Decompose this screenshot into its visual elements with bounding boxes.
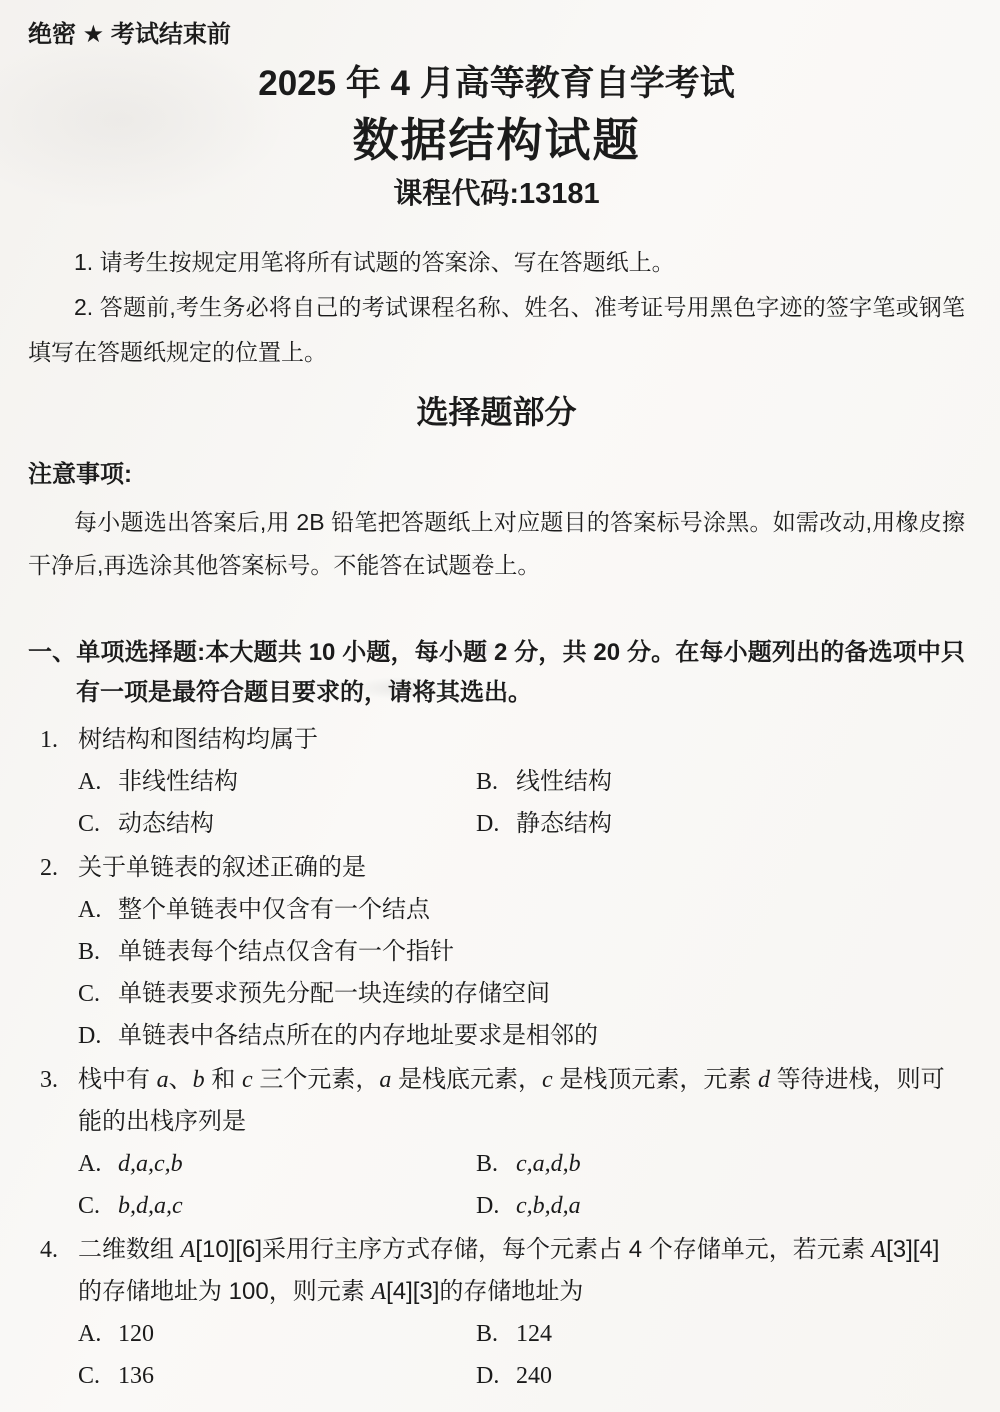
option-label: A. <box>78 897 102 923</box>
text-segment: 能的出栈序列是 <box>78 1108 246 1135</box>
option-text <box>118 1143 183 1185</box>
question-stem-continuation <box>78 1271 965 1313</box>
math-var: c,a,d,b <box>516 1151 581 1177</box>
option-text <box>516 1355 552 1397</box>
option-label: A. <box>78 769 102 795</box>
text-segment: 单链表要求预先分配一块连续的存储空间 <box>118 981 550 1007</box>
text-segment: 栈中有 <box>78 1066 157 1093</box>
option-text <box>516 803 612 845</box>
option-label: D. <box>476 1193 500 1219</box>
option-A <box>78 761 476 803</box>
math-var: a <box>379 1067 392 1093</box>
text-segment: 240 <box>516 1363 552 1389</box>
option-D <box>476 1355 965 1397</box>
option-label: B. <box>476 1151 499 1177</box>
text-segment: 单链表中各结点所在的内存地址要求是相邻的 <box>118 1023 598 1049</box>
option-text <box>118 973 550 1015</box>
question-stem-row <box>40 847 965 889</box>
instruction-item-1: 1. 请考生按规定用笔将所有试题的答案涂、写在答题纸上。 <box>74 249 675 275</box>
question-stem-row <box>40 1229 965 1271</box>
notice-block <box>28 459 965 587</box>
paper-title: 数据结构试题 <box>352 114 641 166</box>
option-B <box>78 931 965 973</box>
math-var: A <box>180 1237 196 1263</box>
text-segment: 非线性结构 <box>118 769 238 795</box>
options-group <box>78 761 965 845</box>
text-segment: 136 <box>118 1363 154 1389</box>
text-segment: 树结构和图结构均属于 <box>78 726 318 753</box>
option-label: A. <box>78 1321 102 1347</box>
math-var: A <box>371 1279 387 1305</box>
math-var: A <box>871 1237 887 1263</box>
option-label: D. <box>476 1363 500 1389</box>
options-group <box>78 1143 965 1227</box>
text-segment: 二维数组 <box>78 1236 181 1263</box>
option-D <box>78 1015 965 1057</box>
option-label: D. <box>78 1023 102 1049</box>
math-var: b <box>192 1067 205 1093</box>
option-label: C. <box>78 1363 101 1389</box>
option-label: A. <box>78 1151 102 1177</box>
option-text <box>118 1313 154 1355</box>
question-3 <box>40 1059 965 1227</box>
text-segment: 三个元素， <box>252 1066 380 1093</box>
questions-section <box>28 719 965 1397</box>
text-segment: 120 <box>118 1321 154 1347</box>
secrecy-notice: 绝密 ★ 考试结束前 <box>28 21 231 48</box>
text-segment: 和 <box>204 1066 243 1093</box>
question-number: 2. <box>40 855 58 881</box>
option-text <box>516 1313 552 1355</box>
text-segment: 124 <box>516 1321 552 1347</box>
option-A <box>78 889 965 931</box>
notice-body: 每小题选出答案后,用 2B 铅笔把答题纸上对应题目的答案标号涂黑。如需改动,用橡皮擦干净后,再选涂其他答案标号。不能答在试题卷上。 <box>28 509 965 578</box>
notice-title: 注意事项: <box>28 461 132 488</box>
question-stem-row <box>40 719 965 761</box>
option-text <box>118 803 214 845</box>
text-segment: 动态结构 <box>118 811 214 837</box>
option-C <box>78 973 965 1015</box>
option-B <box>476 761 965 803</box>
option-text <box>118 889 430 931</box>
option-label: D. <box>476 811 500 837</box>
course-code: 课程代码:13181 <box>393 178 600 210</box>
text-segment: 等待进栈，则可 <box>770 1066 945 1093</box>
text-segment: 关于单链表的叙述正确的是 <box>78 854 366 881</box>
question-stem-row <box>40 1059 965 1101</box>
text-segment: 是栈底元素， <box>391 1066 543 1093</box>
option-text <box>118 1185 183 1227</box>
option-label: C. <box>78 1193 101 1219</box>
math-var: d,a,c,b <box>118 1151 183 1177</box>
text-segment: 是栈顶元素，元素 <box>552 1066 759 1093</box>
math-var: c <box>542 1067 553 1093</box>
text-segment: 、 <box>168 1066 193 1093</box>
math-var: c,b,d,a <box>516 1193 581 1219</box>
text-segment: [10][6]采用行主序方式存储，每个元素占 4 个存储单元，若元素 <box>195 1236 872 1263</box>
option-label: B. <box>476 1321 499 1347</box>
option-C <box>78 1185 476 1227</box>
options-group <box>78 1313 965 1397</box>
section-title: 选择题部分 <box>416 394 577 430</box>
text-segment: 整个单链表中仅含有一个结点 <box>118 897 430 923</box>
question-stem <box>78 1059 965 1101</box>
option-label: C. <box>78 811 101 837</box>
question-number: 1. <box>40 727 58 753</box>
text-segment: [3][4] <box>886 1236 940 1263</box>
option-A <box>78 1143 476 1185</box>
option-C <box>78 803 476 845</box>
option-text <box>516 1143 581 1185</box>
option-text <box>118 1015 598 1057</box>
option-A <box>78 1313 476 1355</box>
option-text <box>118 931 454 973</box>
option-text <box>118 761 238 803</box>
option-label: C. <box>78 981 101 1007</box>
part-one-heading: 一、单项选择题:本大题共 10 小题，每小题 2 分，共 20 分。在每小题列出的备选项中只有一项是最符合题目要求的，请将其选出。 <box>28 639 965 706</box>
question-stem <box>78 847 965 889</box>
instruction-item-2: 2. 答题前,考生务必将自己的考试课程名称、姓名、准考证号用黑色字迹的签字笔或钢笔填写在答题纸规定的位置上。 <box>28 294 965 365</box>
option-text <box>118 1355 154 1397</box>
question-4 <box>40 1229 965 1397</box>
math-var: a <box>156 1067 169 1093</box>
option-B <box>476 1313 965 1355</box>
exam-session-title: 2025 年 4 月高等教育自学考试 <box>258 64 735 103</box>
option-text <box>516 1185 581 1227</box>
question-stem-continuation <box>78 1101 965 1143</box>
text-segment: 单链表每个结点仅含有一个指针 <box>118 939 454 965</box>
question-2 <box>40 847 965 1057</box>
options-group <box>78 889 965 1057</box>
general-instructions <box>28 240 965 375</box>
option-label: B. <box>476 769 499 795</box>
math-var: d <box>758 1067 771 1093</box>
option-text <box>516 761 612 803</box>
math-var: b,d,a,c <box>118 1193 183 1219</box>
option-D <box>476 1185 965 1227</box>
text-segment: 的存储地址为 100，则元素 <box>78 1278 372 1305</box>
option-B <box>476 1143 965 1185</box>
question-number: 4. <box>40 1237 58 1263</box>
option-label: B. <box>78 939 101 965</box>
question-stem <box>78 1229 965 1271</box>
text-segment: [4][3]的存储地址为 <box>386 1278 584 1305</box>
question-number: 3. <box>40 1067 58 1093</box>
question-stem <box>78 719 965 761</box>
math-var: c <box>242 1067 253 1093</box>
text-segment: 静态结构 <box>516 811 612 837</box>
option-C <box>78 1355 476 1397</box>
option-D <box>476 803 965 845</box>
question-1 <box>40 719 965 845</box>
text-segment: 线性结构 <box>516 769 612 795</box>
